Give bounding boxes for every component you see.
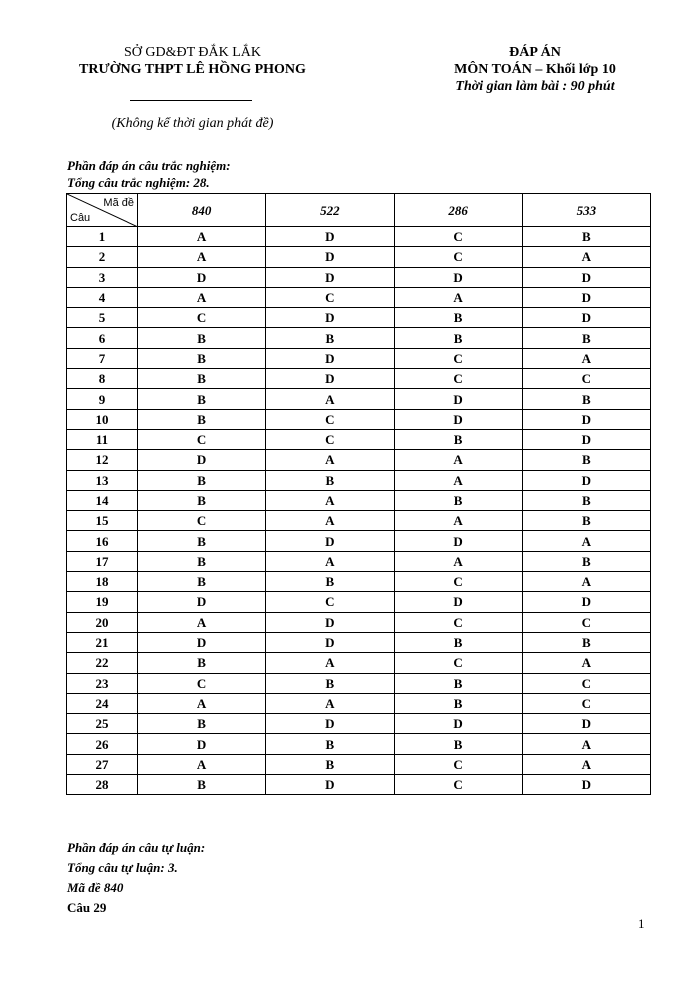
- answer-cell: B: [266, 734, 394, 754]
- table-row: [67, 470, 651, 490]
- answer-cell: B: [394, 308, 522, 328]
- answer-cell: D: [138, 632, 266, 652]
- answer-cell: D: [522, 714, 650, 734]
- answer-cell: B: [522, 632, 650, 652]
- table-row: [67, 592, 651, 612]
- document-title: ĐÁP ÁN: [509, 45, 561, 60]
- answer-cell: B: [266, 754, 394, 774]
- answer-cell: A: [522, 348, 650, 368]
- table-row: [67, 714, 651, 734]
- table-row: [67, 287, 651, 307]
- question-number-cell: 14: [67, 490, 138, 510]
- question-number-cell: 24: [67, 693, 138, 713]
- question-number-cell: 21: [67, 632, 138, 652]
- question-number-cell: 6: [67, 328, 138, 348]
- answer-cell: C: [266, 592, 394, 612]
- answer-cell: D: [522, 429, 650, 449]
- answer-cell: D: [394, 267, 522, 287]
- question-number-cell: 12: [67, 450, 138, 470]
- table-row: [67, 308, 651, 328]
- answer-cell: C: [394, 348, 522, 368]
- page-number: 1: [638, 916, 645, 931]
- answer-cell: B: [522, 490, 650, 510]
- answer-cell: B: [138, 389, 266, 409]
- answer-cell: B: [522, 511, 650, 531]
- table-row: [67, 693, 651, 713]
- answer-cell: C: [394, 227, 522, 247]
- table-row: [67, 429, 651, 449]
- answer-cell: B: [266, 470, 394, 490]
- answer-cell: B: [394, 328, 522, 348]
- answer-cell: A: [138, 693, 266, 713]
- answer-cell: C: [522, 693, 650, 713]
- answer-cell: C: [266, 409, 394, 429]
- answer-cell: C: [394, 612, 522, 632]
- question-number-cell: 27: [67, 754, 138, 774]
- question-number-cell: 7: [67, 348, 138, 368]
- answer-cell: B: [138, 653, 266, 673]
- answer-cell: A: [394, 287, 522, 307]
- corner-label-question: Câu: [70, 212, 91, 224]
- answer-cell: A: [266, 450, 394, 470]
- answer-cell: A: [394, 551, 522, 571]
- answer-cell: C: [138, 673, 266, 693]
- answer-cell: B: [394, 429, 522, 449]
- question-number-cell: 28: [67, 775, 138, 795]
- exam-duration: Thời gian làm bài : 90 phút: [455, 79, 615, 94]
- answer-cell: D: [522, 592, 650, 612]
- answer-cell: D: [522, 409, 650, 429]
- answer-cell: A: [138, 754, 266, 774]
- question-number-cell: 5: [67, 308, 138, 328]
- table-row: [67, 775, 651, 795]
- answer-cell: C: [266, 287, 394, 307]
- answer-table-header: [67, 194, 651, 227]
- answer-cell: D: [266, 775, 394, 795]
- answer-cell: A: [138, 612, 266, 632]
- table-row: [67, 734, 651, 754]
- mcq-total: Tổng câu trắc nghiệm: 28.: [67, 175, 210, 190]
- question-number-cell: 3: [67, 267, 138, 287]
- table-row: [67, 754, 651, 774]
- answer-cell: C: [394, 775, 522, 795]
- answer-cell: A: [138, 247, 266, 267]
- answer-cell: C: [394, 754, 522, 774]
- subject-line: MÔN TOÁN – Khối lớp 10: [454, 62, 616, 77]
- answer-cell: A: [522, 572, 650, 592]
- answer-cell: B: [394, 490, 522, 510]
- answer-cell: A: [266, 693, 394, 713]
- question-number-cell: 16: [67, 531, 138, 551]
- answer-cell: D: [266, 714, 394, 734]
- table-row: [67, 572, 651, 592]
- answer-cell: A: [522, 754, 650, 774]
- department-name: SỞ GD&ĐT ĐẮK LẮK: [123, 45, 262, 60]
- answer-cell: A: [138, 287, 266, 307]
- question-number-cell: 8: [67, 369, 138, 389]
- answer-cell: A: [394, 511, 522, 531]
- answer-cell: B: [522, 227, 650, 247]
- answer-cell: A: [266, 389, 394, 409]
- answer-cell: D: [522, 308, 650, 328]
- table-row: [67, 409, 651, 429]
- time-note: (Không kể thời gian phát đề): [111, 116, 274, 131]
- school-name: TRƯỜNG THPT LÊ HỒNG PHONG: [79, 62, 306, 77]
- answer-cell: D: [522, 470, 650, 490]
- code-header-2: 522: [266, 194, 394, 227]
- answer-cell: D: [266, 308, 394, 328]
- answer-cell: B: [522, 551, 650, 571]
- answer-cell: B: [138, 531, 266, 551]
- table-row: [67, 328, 651, 348]
- question-number-cell: 18: [67, 572, 138, 592]
- answer-cell: B: [394, 632, 522, 652]
- question-number-cell: 15: [67, 511, 138, 531]
- answer-cell: B: [138, 470, 266, 490]
- code-header-1: 840: [138, 194, 266, 227]
- table-row: [67, 227, 651, 247]
- table-row: [67, 511, 651, 531]
- answer-cell: D: [266, 267, 394, 287]
- answer-cell: C: [522, 369, 650, 389]
- answer-cell: B: [394, 734, 522, 754]
- answer-cell: C: [394, 653, 522, 673]
- table-row: [67, 551, 651, 571]
- essay-question: Câu 29: [67, 900, 107, 915]
- code-header-4: 533: [522, 194, 650, 227]
- answer-cell: B: [266, 572, 394, 592]
- answer-cell: B: [138, 328, 266, 348]
- answer-cell: B: [138, 369, 266, 389]
- table-row: [67, 673, 651, 693]
- question-number-cell: 10: [67, 409, 138, 429]
- answer-cell: D: [266, 531, 394, 551]
- answer-cell: A: [522, 531, 650, 551]
- answer-cell: A: [522, 734, 650, 754]
- table-row: [67, 348, 651, 368]
- question-number-cell: 23: [67, 673, 138, 693]
- table-row: [67, 653, 651, 673]
- answer-cell: A: [138, 227, 266, 247]
- answer-cell: D: [522, 287, 650, 307]
- table-row: [67, 490, 651, 510]
- answer-cell: B: [138, 572, 266, 592]
- answer-cell: D: [522, 775, 650, 795]
- question-number-cell: 25: [67, 714, 138, 734]
- answer-cell: C: [394, 572, 522, 592]
- answer-cell: B: [266, 673, 394, 693]
- question-number-cell: 22: [67, 653, 138, 673]
- answer-cell: D: [266, 369, 394, 389]
- answer-cell: D: [522, 267, 650, 287]
- mcq-heading: Phần đáp án câu trắc nghiệm:: [67, 158, 231, 173]
- answer-cell: B: [394, 673, 522, 693]
- answer-cell: D: [394, 389, 522, 409]
- answer-cell: D: [266, 612, 394, 632]
- answer-cell: C: [138, 511, 266, 531]
- answer-cell: B: [522, 450, 650, 470]
- table-row: [67, 389, 651, 409]
- question-number-cell: 26: [67, 734, 138, 754]
- table-row: [67, 632, 651, 652]
- answer-cell: A: [266, 511, 394, 531]
- answer-cell: D: [138, 267, 266, 287]
- question-number-cell: 13: [67, 470, 138, 490]
- answer-cell: A: [266, 490, 394, 510]
- question-number-cell: 2: [67, 247, 138, 267]
- essay-section: [67, 838, 205, 918]
- question-number-cell: 17: [67, 551, 138, 571]
- answer-cell: C: [138, 429, 266, 449]
- answer-cell: C: [394, 369, 522, 389]
- answer-cell: D: [138, 734, 266, 754]
- answer-cell: C: [522, 673, 650, 693]
- answer-cell: A: [394, 470, 522, 490]
- question-number-cell: 1: [67, 227, 138, 247]
- mcq-section-heading: [67, 157, 231, 191]
- question-number-cell: 4: [67, 287, 138, 307]
- answer-cell: B: [138, 551, 266, 571]
- question-number-cell: 20: [67, 612, 138, 632]
- essay-code: Mã đề 840: [67, 880, 124, 895]
- table-row: [67, 369, 651, 389]
- answer-cell: D: [138, 592, 266, 612]
- answer-cell: D: [266, 632, 394, 652]
- answer-cell: B: [522, 328, 650, 348]
- question-number-cell: 19: [67, 592, 138, 612]
- table-row: [67, 247, 651, 267]
- answer-cell: B: [138, 490, 266, 510]
- answer-cell: C: [266, 429, 394, 449]
- answer-cell: D: [394, 409, 522, 429]
- answer-cell: D: [266, 247, 394, 267]
- answer-cell: D: [394, 714, 522, 734]
- code-header-3: 286: [394, 194, 522, 227]
- table-row: [67, 450, 651, 470]
- table-row: [67, 531, 651, 551]
- answer-cell: A: [266, 551, 394, 571]
- answer-cell: D: [138, 450, 266, 470]
- corner-cell: [67, 194, 138, 227]
- answer-cell: A: [522, 653, 650, 673]
- answer-cell: B: [266, 328, 394, 348]
- header-divider: [130, 100, 252, 101]
- answer-cell: D: [266, 227, 394, 247]
- answer-cell: B: [138, 409, 266, 429]
- answer-table: [66, 193, 651, 795]
- essay-total: Tổng câu tự luận: 3.: [67, 860, 178, 875]
- answer-cell: A: [394, 450, 522, 470]
- answer-cell: D: [394, 592, 522, 612]
- question-number-cell: 11: [67, 429, 138, 449]
- answer-cell: B: [138, 714, 266, 734]
- header-left: [60, 44, 325, 78]
- answer-cell: C: [522, 612, 650, 632]
- answer-cell: B: [138, 775, 266, 795]
- header-right: [420, 44, 650, 95]
- essay-heading: Phần đáp án câu tự luận:: [67, 840, 206, 855]
- answer-table-body: [67, 227, 651, 795]
- answer-cell: C: [394, 247, 522, 267]
- table-row: [67, 612, 651, 632]
- answer-cell: B: [522, 389, 650, 409]
- answer-cell: B: [394, 693, 522, 713]
- answer-cell: D: [266, 348, 394, 368]
- answer-cell: A: [522, 247, 650, 267]
- corner-label-code: Mã đề: [103, 197, 134, 209]
- answer-cell: A: [266, 653, 394, 673]
- answer-cell: C: [138, 308, 266, 328]
- answer-cell: D: [394, 531, 522, 551]
- answer-cell: B: [138, 348, 266, 368]
- question-number-cell: 9: [67, 389, 138, 409]
- table-row: [67, 267, 651, 287]
